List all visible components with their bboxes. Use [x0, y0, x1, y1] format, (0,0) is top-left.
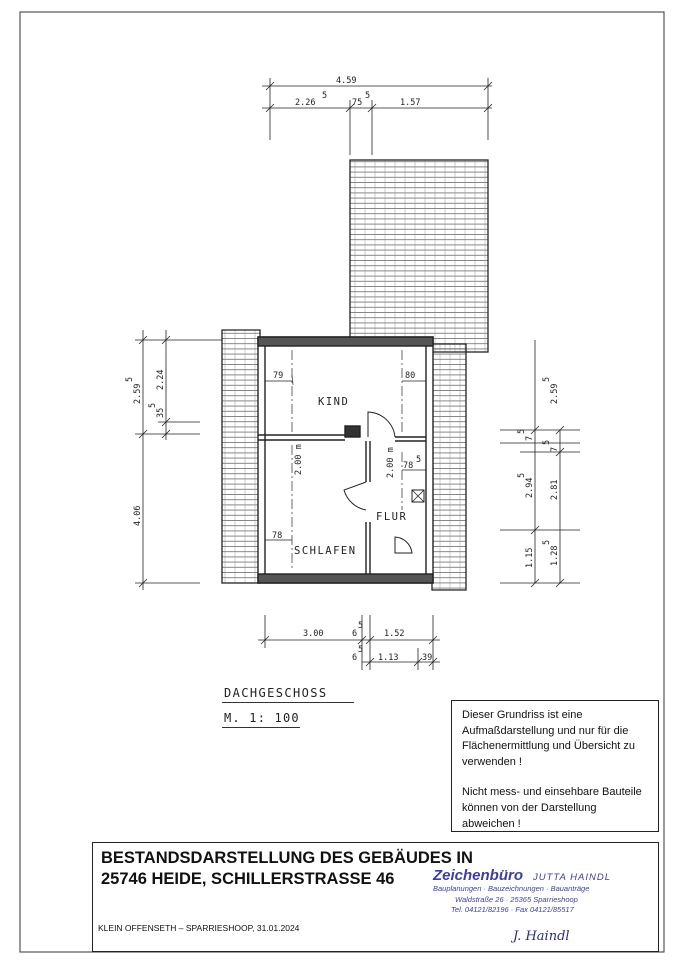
dim-right-r5: 1.15	[525, 547, 535, 568]
dim-left-inner-mid: 35	[156, 407, 166, 418]
right-dimension-lines	[500, 340, 580, 587]
dim-left-inner-top: 2.24	[156, 369, 166, 390]
dim-bottom-f: 39	[422, 653, 433, 663]
dim-flur-a: 78	[403, 461, 414, 471]
office-stamp	[433, 867, 655, 916]
dim-flur-a-sup: 5	[416, 455, 422, 465]
dim-right-r6-sup: 5	[542, 539, 552, 545]
dim-right-r1-top-sup: 5	[542, 376, 552, 382]
title-line-2: 25746 HEIDE, SCHILLERSTRASSE 46	[101, 870, 395, 888]
dim-bottom-b-sup: 5	[358, 621, 364, 631]
dim-right-r2-a: 7	[525, 435, 535, 441]
dim-top-a-sup: 5	[322, 91, 328, 101]
dim-right-r2-b-sup: 5	[542, 439, 552, 445]
stamp-services: Bauplanungen · Bauzeichnungen · Bauanträge	[433, 884, 590, 893]
dim-top-c: 1.57	[400, 98, 421, 108]
dim-kind-right: 80	[405, 371, 416, 381]
dim-right-r2-a-sup: 5	[517, 428, 527, 434]
dim-schlafen-left: 78	[272, 531, 283, 541]
roof-section-top	[350, 160, 488, 352]
dim-top-overall: 4.59	[336, 76, 357, 86]
dim-right-r1-top: 2.59	[550, 383, 560, 404]
height-flur: 2.00 m	[386, 447, 396, 478]
stamp-owner: JUTTA HAINDL	[533, 872, 611, 883]
dim-bottom-d-sup: 5	[358, 645, 364, 655]
dim-right-r4: 2.81	[550, 479, 560, 500]
height-schlafen: 2.00 m	[294, 444, 304, 475]
stamp-name: Zeichenbüro	[433, 867, 524, 884]
room-label-kind: KIND	[318, 396, 350, 408]
plan-title-underline	[222, 702, 354, 703]
roof-section-left	[222, 330, 260, 583]
place-date: KLEIN OFFENSETH – SPARRIESHOOP, 31.01.2024	[98, 923, 300, 933]
bottom-dimension-lines	[258, 615, 440, 670]
dim-bottom-e: 1.13	[378, 653, 399, 663]
dim-bottom-b: 6	[352, 629, 358, 639]
plan-title: DACHGESCHOSS	[224, 686, 328, 700]
title-block	[92, 842, 659, 952]
disclaimer-text-1: Dieser Grundriss ist eine Aufmaßdarstellung und nur für die Flächenermittlung und Übersicht zu verwenden !	[462, 709, 636, 768]
signature: J. Haindl	[513, 929, 570, 944]
dim-left-inner-mid-sup: 5	[148, 402, 158, 408]
dim-top-a: 2.26	[295, 98, 316, 108]
left-dimension-lines	[135, 330, 222, 590]
plan-scale: M. 1: 100	[224, 711, 300, 725]
disclaimer-box	[451, 700, 659, 832]
dim-left-outer-top-sup: 5	[125, 376, 135, 382]
dim-right-r2-b: 7	[550, 446, 560, 452]
room-label-schlafen: SCHLAFEN	[294, 545, 357, 557]
dim-top-b: 75	[352, 98, 363, 108]
disclaimer-text-2: Nicht mess- und einsehbare Bauteile können von der Darstellung abweichen !	[462, 786, 642, 830]
dim-right-r3: 2.94	[525, 477, 535, 498]
dim-right-r3-sup: 5	[517, 472, 527, 478]
dim-right-r6: 1.28	[550, 545, 560, 566]
dim-kind-left: 79	[273, 371, 284, 381]
dim-bottom-c: 1.52	[384, 629, 405, 639]
title-line-1: BESTANDSDARSTELLUNG DES GEBÄUDES IN	[101, 849, 473, 867]
dim-bottom-a: 3.00	[303, 629, 324, 639]
dim-left-outer-top: 2.59	[133, 383, 143, 404]
top-dimension-lines	[262, 78, 492, 155]
roof-section-right	[432, 344, 466, 590]
room-label-flur: FLUR	[376, 511, 408, 523]
stamp-phone: Tel. 04121/82196 · Fax 04121/85517	[451, 905, 574, 914]
plan-scale-underline	[222, 727, 300, 728]
stamp-address: Waldstraße 26 · 25365 Sparrieshoop	[455, 894, 578, 904]
dim-left-outer-bottom: 4.06	[133, 505, 143, 526]
dim-top-b-sup: 5	[365, 91, 371, 101]
dim-bottom-d: 6	[352, 653, 358, 663]
